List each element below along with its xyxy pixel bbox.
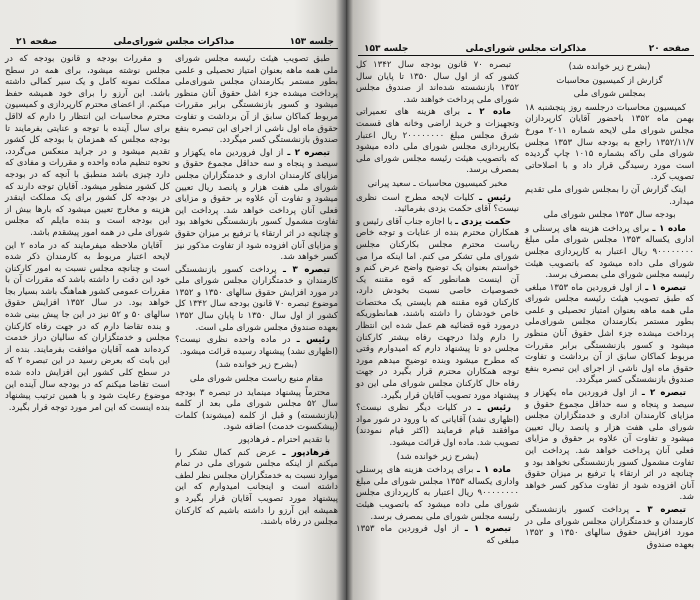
paragraph-lead: ماده ۱ ـ [652,223,687,234]
paragraph-lead: رئیس ـ [296,335,330,346]
paragraph-text: (بشرح زیر خوانده شد) [215,360,298,371]
publication-title: مذاکرات مجلس شورای‌ملی [113,37,235,47]
paragraph-lead: تبصره ۳ ـ [282,264,330,275]
paragraph-lead: ماده ۲ ـ [468,107,511,118]
paragraph-lead: تبصره ۳ ـ [636,504,687,515]
paragraph-lead: رئیس ـ [477,403,511,414]
session-number: جلسه ۱۵۳ [289,37,334,47]
paragraph-text: از اول فروردین ماه یکهزار و سیصد و پنجاه و سه حداقل مجموع حقوق و مزایای کارمندان اداری و خدمتگزاران مجلس شورای ملی هفت هزار و پانصد ریال تعیین میشود و تفاوت آن علاوه بر حقوق و مزایای فعلی آنان پرداخت خواهد شد. پرداخت این تفاوت مشمول کسور بازنشستگی نخواهد بود و چنانچه در اثر ارتقاء یا ترفیع بر میزان حقوق آنان افزوده شود از تفاوت مذکور کسر خواهد شد. [525,388,694,503]
paragraph [356,60,519,106]
paragraph [356,193,519,216]
paragraph [356,217,519,403]
paragraph [5,241,170,415]
paragraph-text: اینک گزارش آن را بمجلس شورای ملی تقدیم میدارد. [525,184,694,207]
paragraph-text: با اجازه جناب آقای رئیس و همکاران محترم بنده از عنایات و توجه خاص ریاست محترم مجلس بکارکنان مجلس شورای ملی تشکر می کنم. اما اینکه مرا می خواستم بعنوان یک توضیح واضح عرض کنم و آن اینست همانطور که قوه مقننه یک خصوصیات خاصی نسبت بخودش دارد، کارکنان قوه مقننه هم بایستی یک مختصات خاص خودشان را داشته باشند، همانطوریکه درمورد قوه قضائیه هم عمل شده این انتظار را دارم ولذا درجهت رفاه بیشتر کارکنان مجلس دو تا پیشنهاد دارم که امیدوارم وقتی که مطرح میشود وبنده توضیح میدهم مورد توجه همکاران محترم قرار بگیرد در جهت رفاه حال کارکنان مجلس شورای ملی این دو پیشنهاد مورد تصویب آقایان قرار بگیرد. [356,216,519,401]
paragraph-text: پرداخت کسور بازنشستگی کارمندان و خدمتگزاران مجلس شورای ملی در مورد افزایش حقوق سالهای ۱۳۵۰ و ۱۳۵۲ بعهده صندوق [525,504,694,550]
paragraph-text: عرض کنم کمال تشکر را میکنم از اینکه مجلس شورای ملی در تمام موارد نسبت به خدمتگزاران مجلس نظر لطف داشته است و اینجانب امیدوارم که این پیشنهاد مورد تصویب آقایان قرار بگیرد و همیشه این آرزو را داشته باشیم که کارکنان مجلس در رفاه باشند. [175,447,338,528]
paragraph-text: مقام منیع ریاست مجلس شورای ملی [189,374,324,385]
paragraph-text: طبق تصویب هیئت رئیسه مجلس شورای ملی همه ماهه بعنوان امتیاز تحصیلی و علمی بطور مستمر بکارمندان مجلس شورای‌ملی پرداخت میشده جزء اشل حقوق آنان منظور میشود و کسور بازنشستگی برابر مقررات مربوط کماکان سابق از آن برداشت و تفاوت حقوق ماه اول ناشی از اجرای این تبصره بنفع صندوق بازنشستگی کسر میگردد. [175,54,338,146]
paragraph-lead: رئیس ـ [479,192,512,203]
section-heading [525,62,694,74]
paragraph-text: بمجلس شورای ملی [573,89,646,100]
paragraph [175,335,338,358]
paragraph [525,388,694,504]
paragraph-text: (بشرح زیر خوانده شد) [396,451,479,462]
section-heading [525,76,694,88]
text-column [525,60,694,552]
paragraph-text: در کلیات دیگر نظری نیست؟ (اظهاری نشد) آقایانی که با ورود در شور مواد موافقند قیام فرمایند (اکثر قیام نمودند) تصویب شد. ماده اول قرائت میشود. [356,403,519,448]
paragraph-text: گزارش از کمیسیون محاسبات [556,75,663,86]
paragraph-text: برای پرداخت هزینه های پرسنلی واداری یکساله ۱۳۵۳ مجلس شورای ملی مبلغ ۹۰۰۰۰۰۰۰۰ ریال اعتبار به کارپردازی مجلس شورای ملی داده میشود که باتصویب هیئت رئیسه مجلس شورای ملی بمصرف برسد. [356,465,519,522]
paragraph-text: برای هزینه های تعمیراتی وتجهیزات و خرید اراضی وخانه های قسمت شرق مجلس مبلغ ۲۰۰۰۰۰۰۰۰ ریال اعتبار بکارپردازی مجلس شورای ملی داده میشود که باتصویب هیئت رئیسه مجلس شورای ملی بمصرف برسد. [356,107,520,176]
right-page [346,0,700,600]
paragraph [175,435,338,447]
paragraph-lead: فرهادپور ـ [282,447,330,458]
paragraph [525,283,694,387]
paragraph [175,388,338,434]
paragraph-lead: تبصره ۱ ـ [645,282,686,293]
paragraph [525,103,694,184]
paragraph-text: محترماً پیشنهاد مینماید در تبصره ۳ بودجه سال ۵۲ مجلس شورای ملی بعد از کلمه (بازنشسته) و قبل از کلمه (میشوند) کلمات (پیشکسوت خدمت) اضافه شود. [175,387,338,433]
paragraph-text: از اول فروردین ماه ۱۳۵۳ مبلغی که [356,524,519,546]
paragraph-text: از اول فروردین ماه ۱۳۵۳ مبلغی که طبق تصویب هیئت رئیسه مجلس شورای ملی همه ماهه بعنوان امتیاز تحصیلی و علمی بطور مستمر بکارمندان مجلس شورای‌ملی پرداخت میشده جزء اشل حقوق آنان منظور میشود و کسور بازنشستگی برابر مقررات مربوط کماکان سابق از آن برداشت و تفاوت حقوق ماه اول ناشی از اجرای این تبصره بنفع صندوق بازنشستگی کسر میگردد. [525,282,694,386]
paragraph [525,185,694,208]
paragraph [356,403,519,449]
paragraph [5,54,170,240]
paragraph-text: پرداخت کسور بازنشستگی کارمندان و خدمتگزاران مجلس شورای ملی در مورد افزایش حقوق سالهای ۱۳۵۰ و ۱۳۵۲ موضوع تبصره ۷۰ قانون بودجه سال ۱۳۴۲ کل کشور از اول سال ۱۳۵۰ تا پایان سال ۱۳۵۲ بعهده صندوق مجلس شورای ملی است. [175,264,338,333]
paragraph [525,224,694,282]
session-number: جلسه ۱۵۳ [364,44,409,54]
paragraph-lead: تبصره ۲ ـ [641,388,686,399]
paragraph [175,448,338,529]
paragraph-text: بودجه سال ۱۳۵۳ مجلس شورای ملی [543,210,676,221]
section-heading [356,179,519,191]
paragraph-text: مخبر کمیسیون محاسبات ـ سعید پیرانی [367,178,508,189]
paragraph-text: تبصره ۷۰ قانون بودجه سال ۱۳۴۲ کل کشور که از اول سال ۱۳۵۰ تا پایان سال ۱۳۵۲ بازنشسته شده‌اند از صندوق مجلس شورای ملی پرداخت خواهند شد. [356,60,519,105]
paragraph-lead: تبصره ۱ ـ [464,524,511,535]
paragraph [525,505,694,551]
section-heading [175,374,338,386]
page-number: صفحه ۲۰ [648,44,690,54]
section-heading [525,89,694,101]
paragraph-lead: تبصره ۲ ـ [287,147,330,158]
paragraph [175,54,338,147]
paragraph-text: از اول فروردین ماه یکهزار و سیصد و پنجاه و سه حداقل مجموع حقوق و مزایای کارمندان اداری و خدمتگزاران مجلس شورای ملی هفت هزار و پانصد ریال تعیین میشود و تفاوت آن علاوه بر حقوق و مزایای فعلی آنان پرداخت خواهد شد. پرداخت این تفاوت مشمول کسور بازنشستگی نخواهد بود و چنانچه در اثر ارتقاء یا ترفیع بر میزان حقوق و مزایای آنان افزوده شود از تفاوت مذکور نیز کسر خواهد شد. [175,147,338,263]
paragraph [356,107,519,177]
text-column [356,60,519,548]
paragraph [356,465,519,523]
left-page [0,0,346,600]
paragraph-text: با تقدیم احترام ـ فرهادپور [238,435,330,445]
page-header [358,41,694,56]
paragraph-text: در ماده واحده نظری نیست؟ (اظهاری نشد) پیشنهاد رسیده قرائت میشود. [175,335,338,357]
paragraph-text: آقایان ملاحظه میفرمایند که در ماده ۲ این لایحه اعتبار مربوط به کارمندان ذکر شده است و چنانچه مجلس نسبت به امور کارکنان خود این دقت را داشته باشد که مقررات آن با مقررات عمومی کشور هماهنگ باشد بسیار بجا خواهد بود. در سال ۱۳۵۲ افزایش حقوق سالهای ۵۰ و ۵۲ نیز در این جا پیش بینی شده و بنده تقاضا دارم که در جهت رفاه کارکنان مجلس و خدمتگزاران که سالیان دراز خدمت کرده‌اند همه آقایان موافقت بفرمایند. بنده از این بابت که بعرض رسید در این تبصره ۲ که در سطح کلی کشور این افزایش داده شده است تقاضا میکنم که در بودجه سال آینده این موضوع رعایت شود و با همین ترتیب پیشنهاد بنده اینست که این امر مورد توجه قرار بگیرد. [5,240,170,413]
text-column [5,54,170,415]
paragraph-lead: حکمت یزدی ـ [455,216,511,227]
section-heading [525,210,694,222]
paragraph [356,524,519,547]
page-header [10,34,338,49]
paragraph-text: و مقررات بودجه و قانون بودجه که در مجلس نوشته میشود، برای همه در سطح مملکت نمونه کامل و یک سیر کمالی داشته باشد. این آرزو را برای خود همیشه حفظ میکنم. از اعضای محترم کارپردازی و کمیسیون محترم محاسبات این انتظار را دارم که لااقل برای سال آینده با توجه و عنایتی بفرمایند تا بودجه مجلس که همزمان با بودجه کل کشور تقدیم میشود و در جراید منعکس می‌گردد، نحوه تنظیم ماده واحده و مقررات و مفادی که دارد چیزی باشد منطبق با آنچه که در بودجه کل کشور منظور میشود. آقایان توجه دارند که در بودجه کل کشور برای یک مملکت اینقدر هزینه و مخارج تعیین میشود که بارها بیش از این بودجه است و بنده مایلم که مجلس شورای ملی در همه امور پیشقدم باشد. [5,54,170,238]
paragraph [175,265,338,335]
paragraph-text: کمیسیون محاسبات درجلسه روز پنجشنبه ۱۸ بهمن ماه ۱۳۵۲ باحضور آقایان کارپردازان مجلس شورای ملی لایحه شماره ۲۰۱۱ مورخ ۱۳۵۲/۱۱/۷ راجع به بودجه سال ۱۳۵۳ مجلس شورای ملی راکه بشماره ۱۰۱۵ چاپ گردیده است مورد رسیدگی قرار داد و با اصلاحاتی تصویب کرد. [525,102,694,183]
paragraph-text: (بشرح زیر خوانده شد) [568,62,651,72]
paragraph-text: برای پرداخت هزینه های پرسنلی و اداری یکساله ۱۳۵۳ مجلس شورای ملی مبلغ ۹۰۰۰۰۰۰۰۰ ریال اعتبار به کارپردازی مجلس شورای ملی داده میشود که باتصویب هیئت رئیسه مجلس شورای ملی بمصرف برسد. [525,223,695,281]
section-heading [175,360,338,372]
paragraph-text: کلیات لایحه مطرح است نظری نیست؟ آقای حکمت یزدی بفرمائید. [356,192,519,215]
paragraph [175,148,338,264]
page-number: صفحه ۲۱ [16,37,58,47]
section-heading [356,452,519,464]
publication-title: مذاکرات مجلس شورای‌ملی [465,44,587,54]
paragraph-lead: ماده ۱ ـ [477,465,512,476]
text-column [175,54,338,530]
